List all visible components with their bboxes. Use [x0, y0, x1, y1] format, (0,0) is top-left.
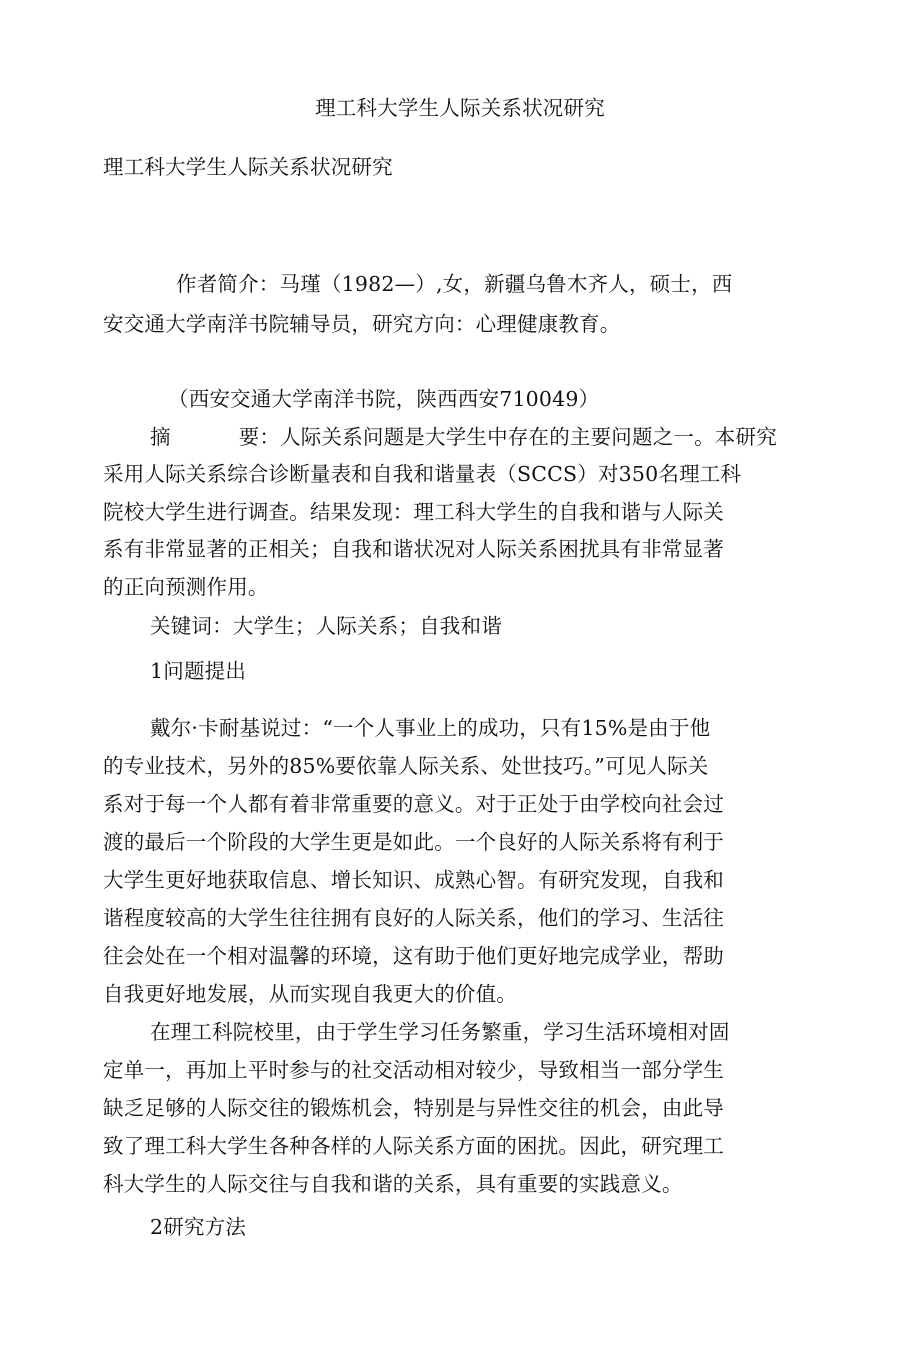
paragraph-line: 的专业技术，另外的85%要依靠人际关系、处世技巧。”可见人际关	[103, 754, 709, 778]
paragraph-line: 渡的最后一个阶段的大学生更是如此。一个良好的人际关系将有利于	[103, 830, 724, 854]
abstract-line: 采用人际关系综合诊断量表和自我和谐量表（SCCS）对350名理工科	[103, 462, 742, 486]
author-bio-line: 作者简介：马瑾（1982—）,女，新疆乌鲁木齐人，硕士，西	[176, 272, 733, 296]
paragraph-line: 大学生更好地获取信息、增长知识、成熟心智。有研究发现，自我和	[103, 868, 724, 892]
abstract-line: 系有非常显著的正相关；自我和谐状况对人际关系困扰具有非常显著	[103, 537, 724, 561]
paragraph-line: 定单一，再加上平时参与的社交活动相对较少，导致相当一部分学生	[103, 1058, 724, 1082]
paragraph-line: 谐程度较高的大学生往往拥有良好的人际关系，他们的学习、生活往	[103, 906, 724, 930]
abstract-line: 的正向预测作用。	[103, 575, 269, 599]
page-header-title: 理工科大学生人际关系状况研究	[315, 96, 605, 120]
section-heading: 2研究方法	[150, 1215, 247, 1239]
abstract-line	[150, 423, 777, 451]
abstract-text: 人际关系问题是大学生中存在的主要问题之一。本研究	[280, 425, 777, 449]
paragraph-line: 在理工科院校里，由于学生学习任务繁重，学习生活环境相对固	[150, 1020, 730, 1044]
keywords: 关键词：大学生；人际关系；自我和谐	[150, 614, 502, 638]
paragraph-line: 科大学生的人际交往与自我和谐的关系，具有重要的实践意义。	[103, 1172, 683, 1196]
paragraph-line: 戴尔·卡耐基说过：“一个人事业上的成功，只有15%是由于他	[150, 716, 711, 740]
paragraph-line: 缺乏足够的人际交往的锻炼机会，特别是与异性交往的机会，由此导	[103, 1096, 724, 1120]
paragraph-line: 系对于每一个人都有着非常重要的意义。对于正处于由学校向社会过	[103, 792, 724, 816]
abstract-line: 院校大学生进行调查。结果发现：理工科大学生的自我和谐与人际关	[103, 500, 724, 524]
affiliation: （西安交通大学南洋书院，陕西西安710049）	[168, 387, 600, 411]
section-heading: 1问题提出	[150, 659, 247, 683]
paragraph-line: 自我更好地发展，从而实现自我更大的价值。	[103, 982, 517, 1006]
abstract-label: 摘 要：	[150, 425, 281, 449]
paragraph-line: 致了理工科大学生各种各样的人际关系方面的困扰。因此，研究理工	[103, 1134, 724, 1158]
paragraph-line: 往会处在一个相对温馨的环境，这有助于他们更好地完成学业，帮助	[103, 944, 724, 968]
author-bio-line: 安交通大学南洋书院辅导员，研究方向：心理健康教育。	[103, 312, 621, 336]
document-title: 理工科大学生人际关系状况研究	[103, 155, 393, 179]
